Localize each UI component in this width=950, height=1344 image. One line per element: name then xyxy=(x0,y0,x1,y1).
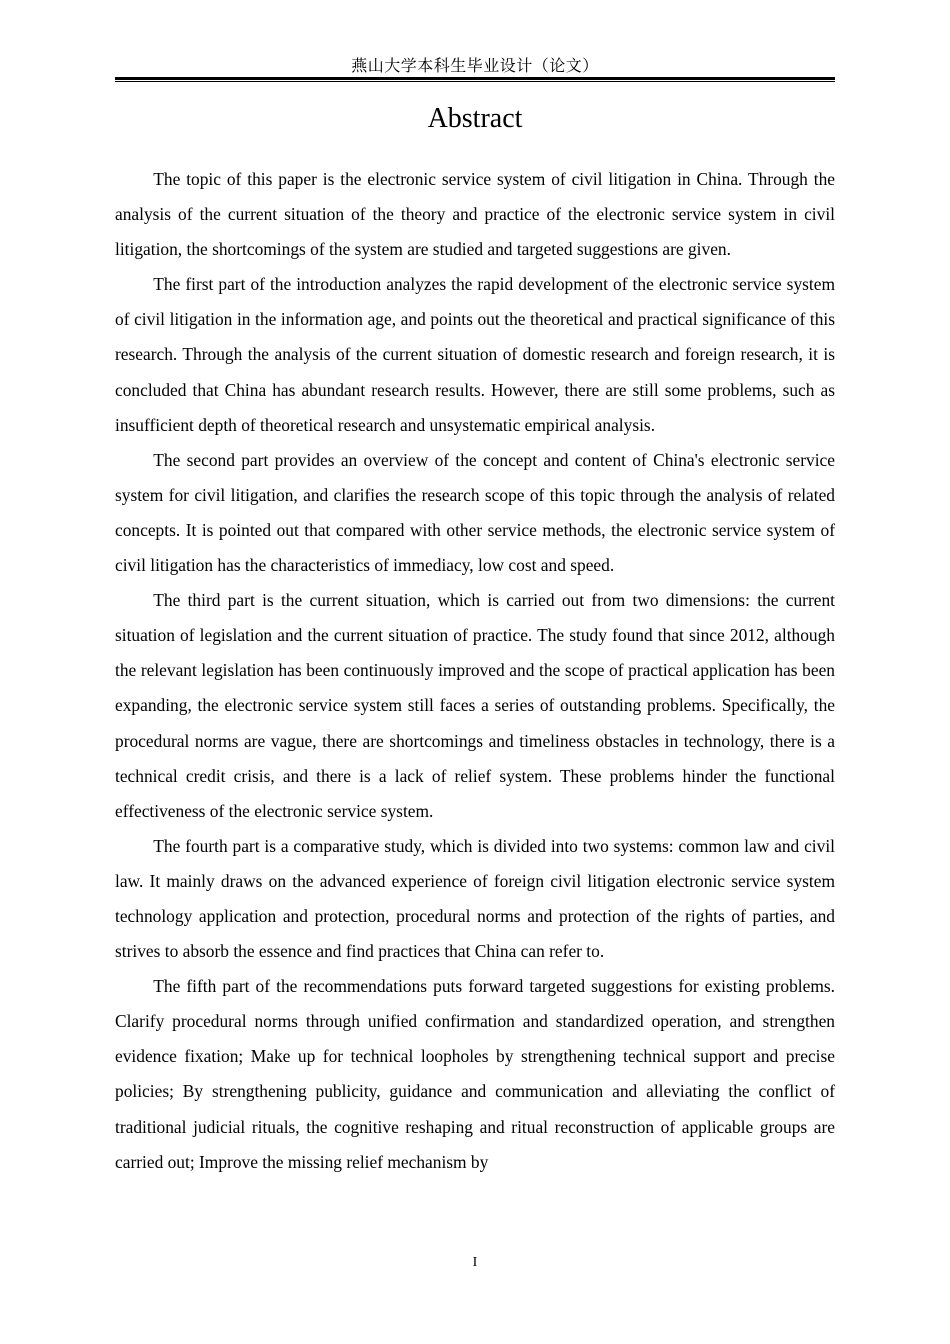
paragraph-first-part: The first part of the introduction analyzes the rapid development of the electronic service system of civil litigation in the information age, and points out the theoretical and practical significance of this research. Through the analysis of the current situation of domestic research and foreign research, it is concluded that China has abundant research results. However, there are still some problems, such as insufficient depth of theoretical research and unsystematic empirical analysis. xyxy=(115,274,835,435)
abstract-body xyxy=(115,162,835,1180)
page-title: Abstract xyxy=(427,103,523,134)
header-rule xyxy=(115,77,835,80)
paragraph-third-part: The third part is the current situation, which is carried out from two dimensions: the current situation of legislation and the current situation of practice. The study found that since 2012, although the relevant legislation has been continuously improved and the scope of practical application has been expanding, the electronic service system still faces a series of outstanding problems. Specifically, the procedural norms are vague, there are shortcomings and timeliness obstacles in technology, there is a technical credit crisis, and there is a lack of relief system. These problems hinder the functional effectiveness of the electronic service system. xyxy=(115,590,835,821)
paragraph-fourth-part: The fourth part is a comparative study, which is divided into two systems: common law and civil law. It mainly draws on the advanced experience of foreign civil litigation electronic service system technology application and protection, procedural norms and protection of the rights of parties, and strives to absorb the essence and find practices that China can refer to. xyxy=(115,835,835,962)
paragraph-topic: The topic of this paper is the electronic service system of civil litigation in China. Through the analysis of the current situation of the theory and practice of the electronic service system in civil litigation, the shortcomings of the system are studied and targeted suggestions are given. xyxy=(115,169,835,260)
paragraph-second-part: The second part provides an overview of the concept and content of China's electronic service system for civil litigation, and clarifies the research scope of this topic through the analysis of related concepts. It is pointed out that compared with other service methods, the electronic service system of civil litigation has the characteristics of immediacy, low cost and speed. xyxy=(115,449,835,576)
paragraph-fifth-part: The fifth part of the recommendations puts forward targeted suggestions for existing problems. Clarify procedural norms through unified confirmation and standardized operation, and strengthen evidence fixation; Make up for technical loopholes by strengthening technical support and precise policies; By strengthening publicity, guidance and communication and alleviating the conflict of traditional judicial rituals, the cognitive reshaping and ritual reconstruction of applicable groups are carried out; Improve the missing relief mechanism by xyxy=(115,976,835,1172)
running-header: 燕山大学本科生毕业设计（论文） xyxy=(351,56,599,75)
page-number: I xyxy=(472,1255,478,1270)
header-rule-secondary xyxy=(115,81,835,82)
